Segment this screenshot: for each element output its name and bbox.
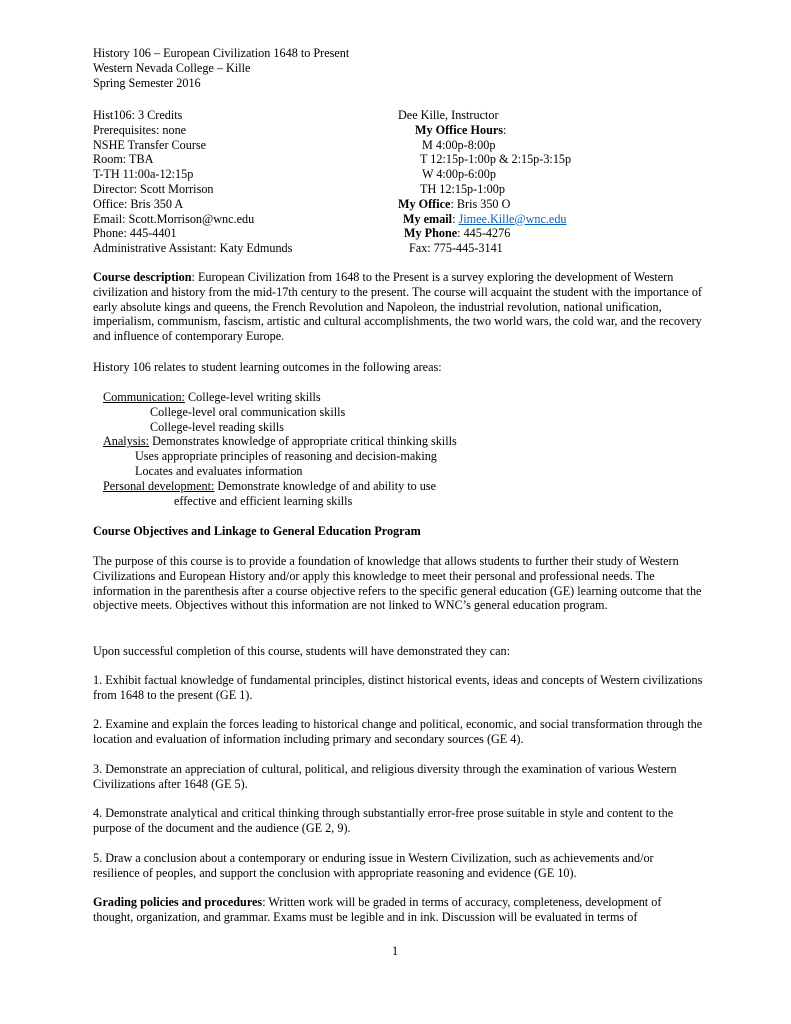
objective-item-5: 5. Draw a conclusion about a contemporary or enduring issue in Western Civilization, such as achievements and/or resilience of peoples, and support the conclusion with appropriate reasoning and evidence (GE 10).: [93, 851, 654, 880]
director-phone: Phone: 445-4401: [93, 226, 177, 241]
credits: Hist106: 3 Credits: [93, 108, 183, 122]
objectives-purpose: The purpose of this course is to provide a foundation of knowledge that allows students to further their study of Western Civilizations and European History and/or apply this knowledge to meet their personal and professional needs. The information in the parenthesis after a course objective refers to the specific general education (GE) learning outcome that the objective meets. Objectives without this information are not linked to WNC’s general education program.: [93, 554, 702, 613]
transfer-course: NSHE Transfer Course: [93, 137, 207, 152]
director-office: Office: Bris 350 A: [93, 196, 184, 211]
page-number: 1: [392, 944, 399, 958]
objective-item-1: 1. Exhibit factual knowledge of fundamental principles, distinct historical events, ideas and concepts of Western civilizations from 1648 to the present (GE 1).: [93, 673, 703, 702]
outcome-analysis-information: Locates and evaluates information: [135, 463, 303, 478]
college-name: Western Nevada College – Kille: [93, 60, 251, 75]
outcomes-list: [103, 390, 457, 508]
grading-policies: Grading policies and procedures: Written work will be graded in terms of accuracy, completeness, development of thought, organization, and grammar. Exams must be legible and in ink. Discussion will be evaluated in terms of: [93, 895, 662, 924]
room: Room: TBA: [93, 152, 154, 167]
outcomes-intro: History 106 relates to student learning outcomes in the following areas:: [93, 360, 442, 374]
objective-item-3: 3. Demonstrate an appreciation of cultural, political, and religious diversity through the examination of various Western Civilizations after 1648 (GE 5).: [93, 762, 677, 791]
course-title: History 106 – European Civilization 1648 to Present: [93, 46, 350, 60]
director: Director: Scott Morrison: [93, 181, 214, 196]
instructor-office: My Office: Bris 350 O: [398, 196, 511, 211]
class-time: T-TH 11:00a-12:15p: [93, 167, 194, 182]
outcome-communication-reading: College-level reading skills: [150, 419, 285, 434]
prerequisites: Prerequisites: none: [93, 122, 187, 137]
objective-item-2: 2. Examine and explain the forces leading to historical change and political, economic, and social transformation through the location and evaluation of information including primary and secondary sources (GE 4).: [93, 717, 703, 746]
course-description: Course description: European Civilization from 1648 to the Present is a survey exploring the development of Western civilization and history from the mid-17th century to the present. The course will acquaint the student with the importance of early absolute kings and queens, the French Revolution and Napoleon, the industrial revolution, national unification, imperialism, communism, fascism, artistic and cultural accomplishments, the two world wars, the cold war, and the recovery and influence of contemporary Europe.: [93, 270, 702, 344]
objectives-intro: Upon successful completion of this course, students will have demonstrated they can:: [93, 644, 510, 658]
instructor-name: Dee Kille, Instructor: [398, 108, 499, 122]
office-hours-label: My Office Hours:: [415, 122, 507, 137]
outcome-personal: Personal development: Demonstrate knowledge of and ability to use: [103, 478, 437, 493]
director-email: Email: Scott.Morrison@wnc.edu: [93, 211, 255, 226]
outcome-personal-skills: effective and efficient learning skills: [174, 493, 353, 508]
instructor-phone: My Phone: 445-4276: [404, 226, 511, 241]
instructor-email-link[interactable]: Jimee.Kille@wnc.edu: [458, 211, 567, 226]
office-hours-monday: M 4:00p-8:00p: [422, 137, 496, 152]
office-hours-wednesday: W 4:00p-6:00p: [422, 167, 496, 182]
objectives-heading: Course Objectives and Linkage to General Education Program: [93, 524, 421, 538]
outcome-analysis-reasoning: Uses appropriate principles of reasoning and decision-making: [135, 449, 437, 464]
objective-item-4: 4. Demonstrate analytical and critical thinking through substantially error-free prose suitable in style and content to the purpose of the document and the audience (GE 2, 9).: [93, 806, 674, 835]
semester: Spring Semester 2016: [93, 75, 201, 90]
course-info: [93, 108, 292, 256]
document-header: [93, 46, 349, 90]
office-hours-tuesday: T 12:15p-1:00p & 2:15p-3:15p: [420, 152, 572, 167]
office-hours-thursday: TH 12:15p-1:00p: [420, 181, 505, 196]
outcome-communication: Communication: College-level writing skills: [103, 390, 321, 404]
instructor-fax: Fax: 775-445-3141: [409, 241, 503, 256]
instructor-info: [398, 108, 571, 256]
outcome-analysis: Analysis: Demonstrates knowledge of appropriate critical thinking skills: [103, 434, 457, 449]
outcome-communication-oral: College-level oral communication skills: [150, 404, 346, 419]
admin-assistant: Administrative Assistant: Katy Edmunds: [93, 241, 293, 256]
instructor-email: My email: Jimee.Kille@wnc.edu: [403, 211, 567, 226]
